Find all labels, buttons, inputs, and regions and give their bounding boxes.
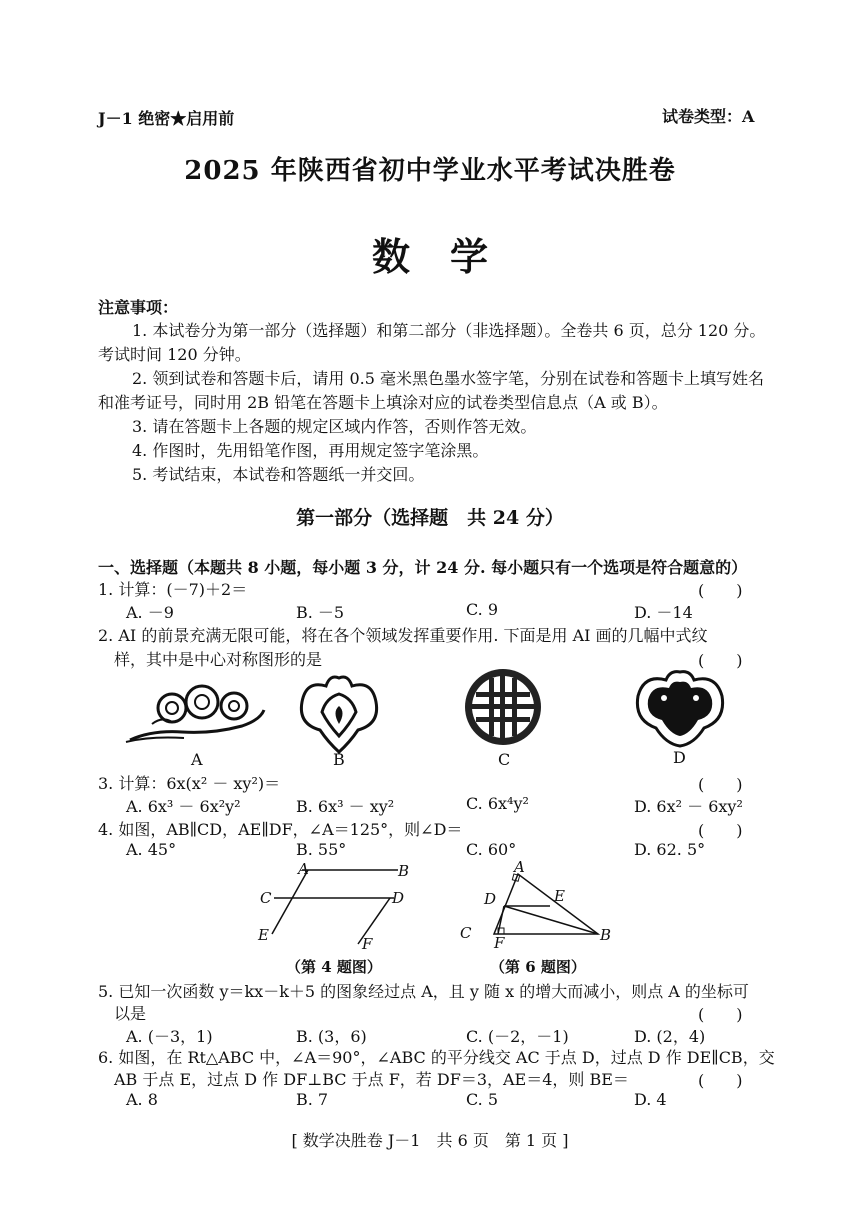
notice-item-3: 3. 请在答题卡上各题的规定区域内作答，否则作答无效。 (132, 417, 537, 436)
notice-item-5: 5. 考试结束，本试卷和答题纸一并交回。 (132, 465, 425, 484)
q5-option-d: D. (2，4) (634, 1027, 706, 1046)
q2-answer-paren: ( ) (698, 651, 743, 670)
header-left: J－1 绝密★启用前 (98, 109, 235, 128)
notice-item-4: 4. 作图时，先用铅笔作图，再用规定签字笔涂黑。 (132, 441, 489, 460)
fig4-point-a: A (298, 860, 309, 878)
q4-option-c: C. 60° (466, 840, 517, 859)
q3-option-d: D. 6x² － 6xy² (634, 797, 743, 816)
q2-figure-d-dark-ruyi (634, 668, 726, 748)
notice-item-1: 1. 本试卷分为第一部分（选择题）和第二部分（非选择题）。全卷共 6 页，总分 120 分。考试时间 120 分钟。 (98, 321, 766, 364)
q2-figure-b-ruyi-pattern (296, 672, 382, 756)
q6-answer-paren: ( ) (698, 1071, 743, 1090)
q3-option-a: A. 6x³ － 6x²y² (126, 797, 241, 816)
part-one-title: 第一部分（选择题 共 24 分） (296, 507, 564, 529)
q6-option-d: D. 4 (634, 1090, 667, 1109)
q4-option-d: D. 62. 5° (634, 840, 706, 859)
q2-figure-c-lattice-circle (462, 666, 544, 748)
q3-option-b: B. 6x³ － xy² (296, 797, 395, 816)
fig6-caption: （第 6 题图） (490, 958, 586, 976)
q4-stem: 4. 如图，AB∥CD，AE∥DF，∠A＝125°，则∠D＝ (98, 820, 463, 839)
q4-option-b: B. 55° (296, 840, 347, 859)
notice-item-2: 2. 领到试卷和答题卡后，请用 0.5 毫米黑色墨水签字笔，分别在试卷和答题卡上填写姓名和准考证号，同时用 2B 铅笔在答题卡上填涂对应的试卷类型信息点（A 或 B）。 (98, 369, 764, 412)
q1-option-d: D. －14 (634, 603, 693, 622)
q3-stem: 3. 计算：6x(x² － xy²)＝ (98, 774, 281, 793)
q2-figure-a-cloud-pattern (122, 680, 272, 750)
q1-option-b: B. －5 (296, 603, 345, 622)
exam-title: 2025 年陕西省初中学业水平考试决胜卷 (184, 156, 676, 186)
q6-stem-line1: 6. 如图，在 Rt△ABC 中，∠A＝90°，∠ABC 的平分线交 AC 于点 D，过点 D 作 DE∥CB，交 (98, 1048, 775, 1067)
fig6-point-e: E (554, 887, 565, 905)
fig4-point-c: C (260, 889, 272, 907)
q2-label-b: B (333, 750, 345, 769)
q6-option-b: B. 7 (296, 1090, 329, 1109)
q5-option-a: A. (－3，1) (126, 1027, 213, 1046)
q5-option-b: B. (3，6) (296, 1027, 367, 1046)
fig6-point-f: F (494, 934, 505, 952)
fig4-caption: （第 4 题图） (286, 958, 382, 976)
header-right: 试卷类型：A (662, 107, 755, 126)
fig6-point-a: A (514, 858, 525, 876)
q6-stem-line2: AB 于点 E，过点 D 作 DF⊥BC 于点 F，若 DF＝3，AE＝4，则 BE＝ (114, 1070, 629, 1089)
notice-heading: 注意事项： (98, 298, 179, 317)
section-title: 一、选择题（本题共 8 小题，每小题 3 分，计 24 分. 每小题只有一个选项是符合题意的） (98, 558, 748, 577)
fig6-point-d: D (484, 890, 497, 908)
q4-option-a: A. 45° (126, 840, 177, 859)
fig6-point-b: B (600, 926, 612, 944)
q2-stem-line2: 样，其中是中心对称图形的是 (114, 650, 323, 669)
q3-answer-paren: ( ) (698, 775, 743, 794)
q2-stem-line1: 2. AI 的前景充满无限可能，将在各个领域发挥重要作用. 下面是用 AI 画的几幅中式纹 (98, 626, 708, 645)
q5-stem-line1: 5. 已知一次函数 y＝kx－k＋5 的图象经过点 A，且 y 随 x 的增大而减小，则点 A 的坐标可 (98, 982, 749, 1001)
q4-answer-paren: ( ) (698, 821, 743, 840)
fig4-point-f: F (362, 935, 373, 953)
q3-option-c: C. 6x⁴y² (466, 794, 529, 813)
q5-stem-line2: 以是 (114, 1004, 147, 1023)
q6-option-a: A. 8 (126, 1090, 158, 1109)
q5-answer-paren: ( ) (698, 1005, 743, 1024)
q6-option-c: C. 5 (466, 1090, 499, 1109)
fig4-point-d: D (392, 889, 405, 907)
q1-answer-paren: ( ) (698, 581, 743, 600)
q1-stem: 1. 计算：(－7)＋2＝ (98, 580, 248, 599)
page-footer: [ 数学决胜卷 J－1 共 6 页 第 1 页 ] (291, 1131, 569, 1150)
fig6-point-c: C (460, 924, 472, 942)
q1-option-a: A. －9 (126, 603, 174, 622)
q2-label-d: D (673, 748, 686, 767)
q2-label-a: A (191, 750, 203, 769)
subject-title: 数学 (371, 234, 528, 279)
q5-option-c: C. (－2，－1) (466, 1027, 569, 1046)
q2-label-c: C (498, 750, 511, 769)
fig4-point-e: E (258, 926, 269, 944)
fig4-point-b: B (398, 862, 410, 880)
q1-option-c: C. 9 (466, 600, 499, 619)
